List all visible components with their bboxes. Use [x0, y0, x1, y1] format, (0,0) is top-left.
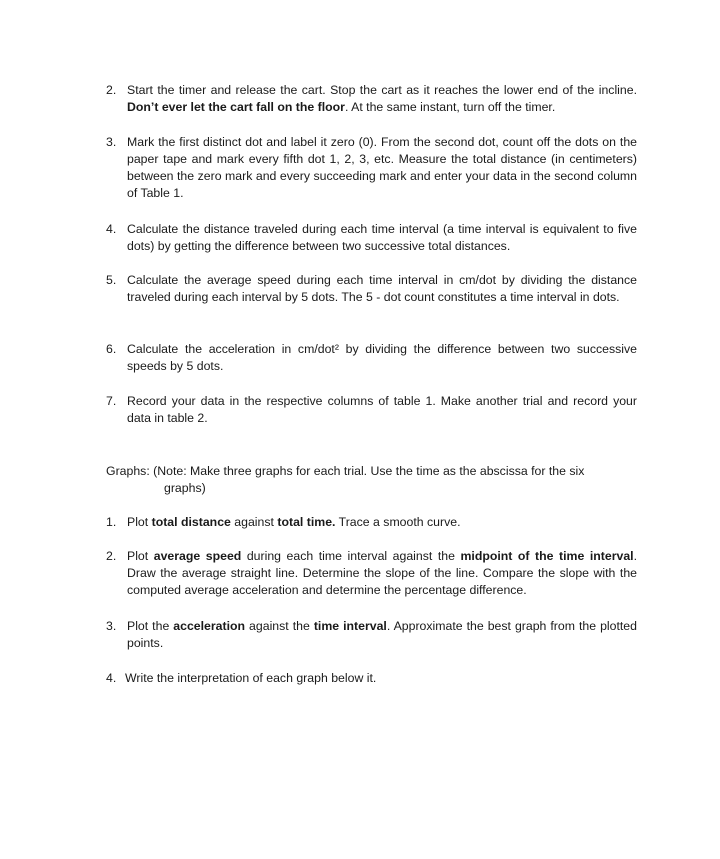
step-number: 3.	[106, 135, 117, 149]
text: . Draw the average straight line. Determine the slope of the line. Compare the slope with the computed average acceleration and determine the percentage difference.	[127, 549, 638, 597]
step-number: 2.	[106, 83, 117, 97]
procedure-step-2	[106, 82, 637, 116]
step-2-text: Start the timer and release the cart. Stop the cart as it reaches the lower end of the incline.	[127, 83, 637, 97]
step-6-text: Calculate the acceleration in cm/dot² by dividing the difference between two successive speeds by 5 dots.	[127, 342, 637, 373]
step-number: 5.	[106, 273, 117, 287]
bold-term: total time.	[277, 515, 336, 529]
text: against	[230, 515, 278, 529]
bold-term: time interval	[313, 619, 387, 633]
step-5-text: Calculate the average speed during each time interval in cm/dot by dividing the distance traveled during each interval by 5 dots. The 5 - dot count constitutes a time interval in dots.	[127, 273, 637, 304]
step-3-text: Mark the first distinct dot and label it zero (0). From the second dot, count off the dots on the paper tape and mark every fifth dot 1, 2, 3, etc. Measure the total distance (in centimeters) between the zero mark and every succeeding mark and enter your data in the second column of Table 1.	[127, 135, 637, 200]
text: Plot	[127, 515, 152, 529]
graph-number: 1.	[106, 515, 117, 529]
graphs-heading-line1: Graphs: (Note: Make three graphs for each trial. Use the time as the abscissa for the six	[106, 464, 585, 478]
text: . Approximate the best graph from the plotted points.	[127, 619, 637, 650]
text: Plot the	[127, 619, 174, 633]
bold-term: average speed	[153, 549, 242, 563]
graph-item-1	[106, 514, 637, 531]
step-7-text: Record your data in the respective columns of table 1. Make another trial and record your data in table 2.	[127, 394, 637, 425]
text: Plot	[127, 549, 154, 563]
graph-number: 2.	[106, 549, 117, 563]
graphs-heading-line2: graphs)	[164, 481, 206, 495]
step-number: 4.	[106, 222, 117, 236]
graphs-heading	[106, 463, 637, 497]
procedure-step-3	[106, 134, 637, 202]
graph-item-4	[106, 670, 637, 687]
graph-4-text: Write the interpretation of each graph below it.	[125, 671, 377, 685]
step-number: 6.	[106, 342, 117, 356]
bold-term: acceleration	[173, 619, 246, 633]
text: during each time interval against the	[241, 549, 461, 563]
procedure-step-6	[106, 341, 637, 375]
step-4-text: Calculate the distance traveled during each time interval (a time interval is equivalent to five dots) by getting the difference between two successive total distances.	[127, 222, 637, 253]
graph-number: 4.	[106, 671, 117, 685]
graph-number: 3.	[106, 619, 117, 633]
text: Trace a smooth curve.	[335, 515, 461, 529]
graph-item-3	[106, 618, 637, 652]
bold-term: total distance	[151, 515, 231, 529]
graph-item-2	[106, 548, 637, 599]
floor-warning: Don’t ever let the cart fall on the floor	[127, 100, 345, 114]
step-2-text-end: . At the same instant, turn off the timer.	[344, 100, 556, 114]
procedure-step-4	[106, 221, 637, 255]
bold-term: midpoint of the time interval	[460, 549, 634, 563]
text: against the	[245, 619, 314, 633]
procedure-step-7	[106, 393, 637, 427]
procedure-step-5	[106, 272, 637, 306]
step-number: 7.	[106, 394, 117, 408]
